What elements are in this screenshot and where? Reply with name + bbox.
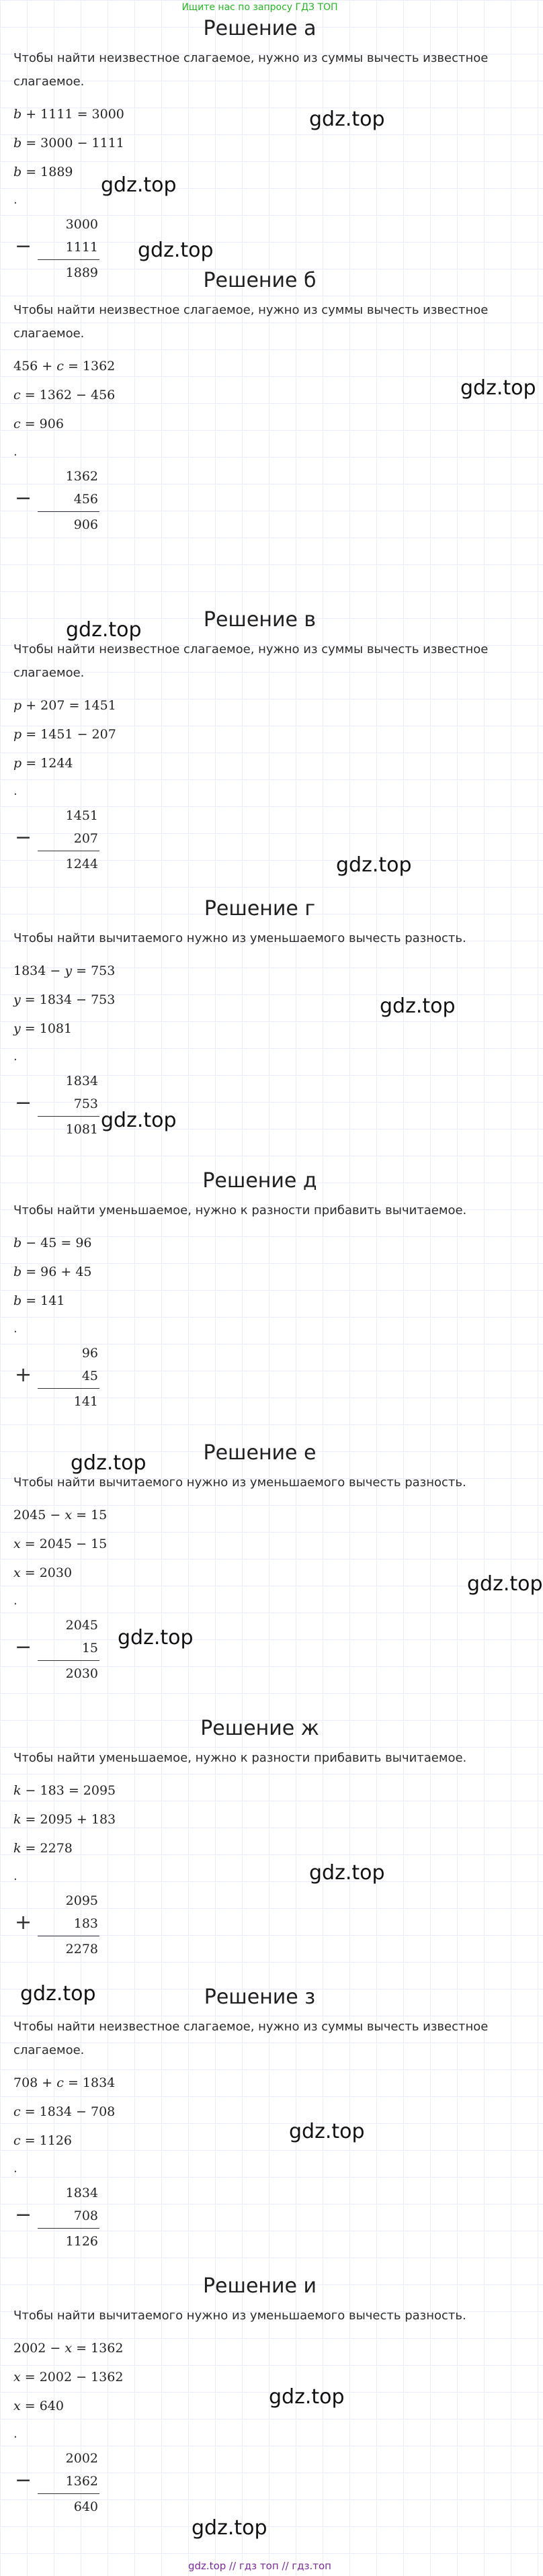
equation-part: = 1834 — [63, 2075, 116, 2090]
calc-operand-1: 1451 — [65, 808, 98, 823]
calc-underline — [38, 259, 99, 260]
operation-sign: − — [15, 2468, 32, 2492]
calc-underline — [38, 2493, 99, 2494]
dot-marker: . — [13, 2161, 17, 2176]
calc-underline — [38, 1660, 99, 1661]
equation-line — [13, 2075, 519, 2091]
equation-part: b — [13, 136, 22, 151]
calc-result: 1081 — [65, 1122, 98, 1137]
equation-part: k — [13, 1783, 22, 1798]
solution-title: Решение б — [203, 269, 317, 292]
equation-part: = 1834 − 708 — [20, 2104, 116, 2119]
watermark-text: gdz.top — [71, 1451, 147, 1475]
equation-part: = 753 — [72, 963, 116, 978]
solution-block — [0, 1985, 519, 2256]
equation-part: = 1126 — [20, 2133, 73, 2148]
solution-title: Решение з — [204, 1985, 316, 2009]
equation-line — [13, 963, 519, 979]
equation-line — [13, 164, 519, 180]
column-calculation — [15, 2185, 109, 2256]
equation-line — [13, 1783, 519, 1799]
solution-title: Решение г — [204, 897, 316, 920]
equation-part: x — [65, 2341, 73, 2356]
dot-marker: . — [13, 1594, 17, 1608]
equation-part: = 3000 − 1111 — [22, 136, 124, 151]
equation-part: = 96 + 45 — [22, 1264, 92, 1279]
equation-part: p — [13, 698, 22, 713]
equation-part: x — [13, 2370, 21, 2385]
calc-result: 1889 — [65, 265, 98, 280]
calc-operand-2: 1111 — [65, 240, 98, 255]
solution-title: Решение и — [202, 2274, 317, 2298]
solution-title: Решение ж — [200, 1717, 319, 1740]
equation-line — [13, 1293, 519, 1309]
dot-marker: . — [13, 445, 17, 459]
column-calculation — [15, 1345, 109, 1416]
watermark-text: gdz.top — [66, 618, 142, 642]
calc-result: 1126 — [65, 2234, 98, 2249]
calc-operand-1: 1834 — [65, 1074, 98, 1088]
equation-line — [13, 2340, 519, 2356]
equation-part: − 183 = 2095 — [21, 1783, 116, 1798]
equation-part: c — [56, 2075, 64, 2090]
equation-part: b — [13, 165, 22, 179]
rule-text: Чтобы найти вычитаемого нужно из уменьшаемого вычесть разность. — [13, 2309, 466, 2323]
rule-text: Чтобы найти уменьшаемое, нужно к разности прибавить вычитаемое. — [13, 1751, 467, 1765]
watermark-text: gdz.top — [269, 2385, 345, 2409]
calc-result: 2278 — [65, 1942, 98, 1957]
equation-part: = 640 — [20, 2399, 64, 2413]
equation-part: x — [65, 1508, 73, 1522]
equation-line — [13, 1811, 519, 1828]
watermark-text: gdz.top — [460, 376, 536, 400]
equation-part: = 2095 + 183 — [21, 1812, 116, 1827]
watermark-text: gdz.top — [118, 1626, 194, 1649]
watermark-text: gdz.top — [380, 994, 456, 1018]
equation-part: b — [13, 1236, 22, 1250]
calc-operand-1: 1362 — [65, 469, 98, 484]
rule-text: Чтобы найти вычитаемого нужно из уменьшаемого вычесть разность. — [13, 931, 466, 945]
solution-title: Решение е — [203, 1441, 317, 1465]
equation-part: 1834 − — [13, 963, 65, 978]
watermark-text: gdz.top — [20, 1982, 96, 2006]
calc-result: 1244 — [65, 857, 98, 871]
calc-operand-1: 2095 — [65, 1893, 98, 1908]
equation-part: c — [56, 359, 64, 374]
equation-line — [13, 2369, 519, 2385]
dot-marker: . — [13, 1322, 17, 1336]
footer-links[interactable]: gdz.top // гдз топ // гдз.топ — [188, 2560, 331, 2572]
calc-underline — [38, 2228, 99, 2229]
equation-line — [13, 726, 519, 742]
equation-part: 2045 − — [13, 1508, 65, 1522]
watermark-text: gdz.top — [289, 2120, 365, 2143]
calc-operand-1: 2002 — [65, 2451, 98, 2466]
calc-result: 2030 — [65, 1666, 98, 1681]
equation-part: = 1362 − 456 — [20, 388, 116, 402]
calc-operand-1: 96 — [81, 1346, 98, 1361]
equation-part: c — [13, 417, 21, 431]
operation-sign: − — [15, 486, 32, 510]
column-calculation — [15, 1073, 109, 1144]
dot-marker: . — [13, 2427, 17, 2441]
equation-part: + 1111 = 3000 — [22, 107, 124, 122]
equation-part: = 1362 — [63, 359, 116, 374]
equation-part: x — [13, 1565, 21, 1580]
equation-part: 456 + — [13, 359, 57, 374]
equation-part: − 45 = 96 — [22, 1236, 92, 1250]
operation-sign: + — [15, 1363, 32, 1387]
calc-result: 141 — [73, 1394, 98, 1409]
solution-title: Решение а — [203, 17, 317, 40]
equation-part: = 906 — [20, 417, 64, 431]
watermark-text: gdz.top — [336, 853, 412, 877]
calc-operand-1: 3000 — [65, 217, 98, 232]
equation-line — [13, 135, 519, 151]
equation-part: p — [13, 756, 22, 771]
solution-block — [0, 269, 519, 539]
solution-block — [0, 1169, 519, 1416]
equation-line — [13, 358, 519, 374]
equation-line — [13, 1264, 519, 1280]
equation-part: b — [13, 1293, 22, 1308]
equation-part: b — [13, 1264, 22, 1279]
equation-line — [13, 387, 519, 403]
equation-part: k — [13, 1812, 22, 1827]
column-calculation — [15, 808, 109, 878]
solution-block — [0, 608, 519, 878]
column-calculation — [15, 1617, 109, 1688]
calc-result: 640 — [73, 2499, 98, 2514]
equation-part: = 1244 — [22, 756, 73, 771]
rule-text: Чтобы найти неизвестное слагаемое, нужно из суммы вычесть известное слагаемое. — [13, 2020, 489, 2057]
solution-block — [0, 17, 519, 287]
calc-operand-2: 207 — [73, 831, 98, 846]
equation-part: b — [13, 107, 22, 122]
equation-part: 2002 − — [13, 2341, 65, 2356]
equation-part: = 2002 − 1362 — [20, 2370, 124, 2385]
equation-line — [13, 1021, 519, 1037]
equation-line — [13, 416, 519, 432]
calc-operand-1: 1834 — [65, 2186, 98, 2200]
equation-part: k — [13, 1841, 22, 1856]
calc-result: 906 — [73, 517, 98, 532]
equation-line — [13, 1235, 519, 1251]
equation-part: y — [65, 963, 73, 978]
equation-part: = 2278 — [21, 1841, 73, 1856]
rule-text: Чтобы найти уменьшаемое, нужно к разности прибавить вычитаемое. — [13, 1203, 467, 1217]
equation-part: 708 + — [13, 2075, 57, 2090]
equation-part: c — [13, 2104, 21, 2119]
calc-operand-2: 753 — [73, 1097, 98, 1111]
equation-part: = 1889 — [22, 165, 73, 179]
equation-part: x — [13, 1537, 21, 1551]
equation-part: c — [13, 2133, 21, 2148]
calc-operand-2: 456 — [73, 492, 98, 507]
operation-sign: − — [15, 2203, 32, 2227]
equation-part: = 141 — [22, 1293, 65, 1308]
dot-marker: . — [13, 784, 17, 798]
equation-part: = 1451 − 207 — [22, 727, 116, 742]
calc-underline — [38, 511, 99, 512]
watermark-text: gdz.top — [309, 108, 385, 131]
solution-title: Решение д — [202, 1169, 317, 1193]
calc-operand-1: 2045 — [65, 1618, 98, 1633]
equation-part: y — [13, 992, 21, 1007]
equation-line — [13, 1840, 519, 1856]
equation-line — [13, 1565, 519, 1581]
equation-part: c — [13, 388, 21, 402]
equation-part: + 207 = 1451 — [22, 698, 116, 713]
equation-part: = 2045 − 15 — [20, 1537, 108, 1551]
watermark-text: gdz.top — [467, 1572, 543, 1596]
watermark-text: gdz.top — [101, 173, 177, 197]
solution-title: Решение в — [203, 608, 317, 632]
solution-block — [0, 1441, 519, 1688]
column-calculation — [15, 468, 109, 539]
calc-underline — [38, 1388, 99, 1389]
top-banner[interactable]: Ищите нас по запросу ГДЗ ТОП — [181, 2, 338, 13]
equation-part: x — [13, 2399, 21, 2413]
calc-operand-2: 183 — [73, 1916, 98, 1931]
operation-sign: − — [15, 826, 32, 849]
watermark-text: gdz.top — [101, 1109, 177, 1132]
equation-part: = 1362 — [72, 2341, 124, 2356]
operation-sign: − — [15, 1635, 32, 1659]
watermark-text: gdz.top — [192, 2516, 267, 2540]
watermark-text: gdz.top — [138, 239, 214, 262]
equation-part: y — [13, 1021, 21, 1036]
equation-part: p — [13, 727, 22, 742]
solution-block — [0, 897, 519, 1144]
equation-line — [13, 755, 519, 771]
dot-marker: . — [13, 1869, 17, 1883]
equation-line — [13, 697, 519, 714]
equation-line — [13, 1536, 519, 1552]
calc-operand-2: 708 — [73, 2208, 98, 2223]
calc-operand-2: 45 — [81, 1369, 98, 1383]
equation-line — [13, 106, 519, 122]
equation-part: = 1834 − 753 — [20, 992, 116, 1007]
calc-underline — [38, 1116, 99, 1117]
solution-block — [0, 1717, 519, 1963]
operation-sign: − — [15, 1091, 32, 1115]
dot-marker: . — [13, 1049, 17, 1064]
dot-marker: . — [13, 193, 17, 207]
equation-line — [13, 2398, 519, 2414]
equation-line — [13, 2104, 519, 2120]
calc-operand-2: 15 — [81, 1641, 98, 1656]
equation-line — [13, 2133, 519, 2149]
equation-part: = 2030 — [20, 1565, 73, 1580]
rule-text: Чтобы найти вычитаемого нужно из уменьшаемого вычесть разность. — [13, 1475, 466, 1490]
equation-line — [13, 1507, 519, 1523]
calc-operand-2: 1362 — [65, 2474, 98, 2489]
column-calculation — [15, 1893, 109, 1963]
solution-block — [0, 2274, 519, 2521]
watermark-text: gdz.top — [309, 1861, 385, 1885]
equation-part: = 15 — [72, 1508, 108, 1522]
column-calculation — [15, 2450, 109, 2521]
rule-text: Чтобы найти неизвестное слагаемое, нужно из суммы вычесть известное слагаемое. — [13, 51, 489, 89]
operation-sign: + — [15, 1911, 32, 1934]
equation-part: = 1081 — [20, 1021, 73, 1036]
rule-text: Чтобы найти неизвестное слагаемое, нужно из суммы вычесть известное слагаемое. — [13, 642, 489, 680]
operation-sign: − — [15, 234, 32, 258]
rule-text: Чтобы найти неизвестное слагаемое, нужно из суммы вычесть известное слагаемое. — [13, 303, 489, 341]
